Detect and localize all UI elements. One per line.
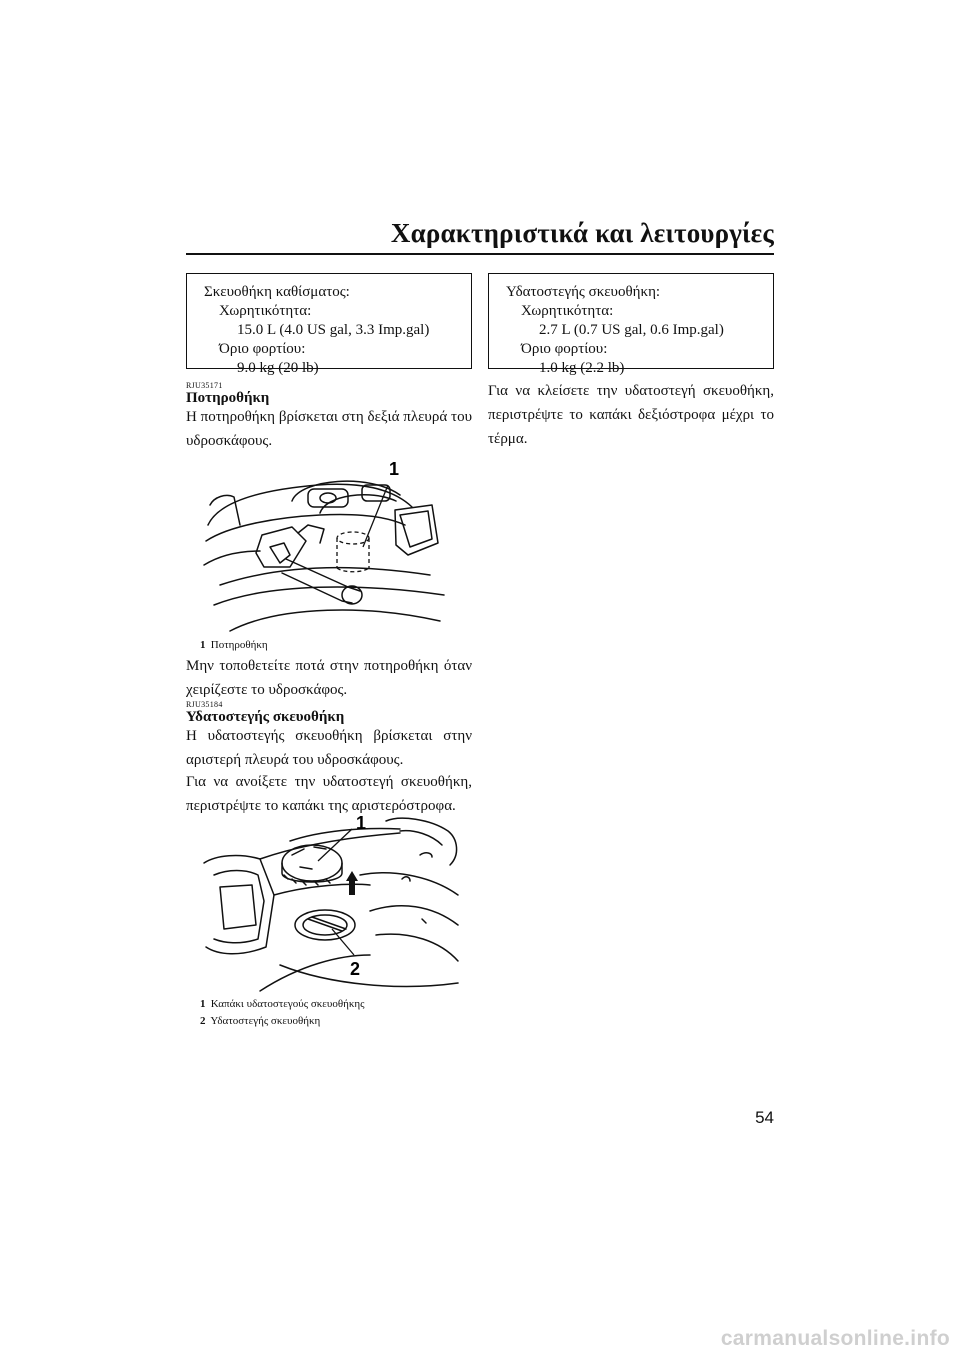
watertight-open-instructions: Για να ανοίξετε την υδατοστεγή σκευοθήκη, περιστρέψτε το καπάκι της αριστερόστροφα.: [186, 774, 472, 814]
caption-text: Ποτηροθήκη: [210, 639, 268, 651]
section-heading-watertight: Υδατοστεγής σκευοθήκη: [186, 709, 345, 725]
caption-text: Καπάκι υδατοστεγούς σκευοθήκης: [210, 998, 365, 1010]
watermark: carmanualsonline.info: [720, 1327, 950, 1350]
watertight-storage-illustration: [200, 815, 462, 993]
spec-capacity-label: Χωρητικότητα:: [219, 303, 312, 319]
section-code: RJU35171: [186, 381, 223, 390]
section-code: RJU35184: [186, 700, 223, 709]
page-number: 54: [755, 1108, 774, 1127]
spec-load-value: 1.0 kg (2.2 lb): [539, 360, 625, 376]
spec-title: Σκευοθήκη καθίσματος:: [204, 284, 350, 300]
spec-title: Υδατοστεγής σκευοθήκη:: [506, 284, 661, 300]
header-divider: [186, 253, 774, 255]
caption-number: 2: [200, 1015, 206, 1027]
page-title: Χαρακτηριστικά και λειτουργίες: [390, 218, 774, 248]
figure-callout-1: 1: [389, 459, 400, 479]
spec-load-label: Όριο φορτίου:: [219, 341, 306, 357]
spec-load-label: Όριο φορτίου:: [521, 341, 608, 357]
spec-load-value: 9.0 kg (20 lb): [237, 360, 319, 376]
caption-watertight-lid: [200, 996, 365, 1012]
figure-callout-1: 1: [356, 815, 367, 833]
caption-text: Υδατοστεγής σκευοθήκη: [210, 1015, 321, 1027]
caption-watertight-storage: [200, 1013, 320, 1029]
spec-box-seat-storage: [186, 273, 472, 376]
watertight-close-instructions: Για να κλείσετε την υδατοστεγή σκευοθήκη, περιστρέψτε το καπάκι δεξιόστροφα μέχρι το τέρμα.: [488, 383, 774, 447]
spec-capacity-value: 15.0 L (4.0 US gal, 3.3 Imp.gal): [237, 322, 430, 338]
spec-box-watertight-storage: [488, 273, 774, 376]
spec-capacity-label: Χωρητικότητα:: [521, 303, 614, 319]
cup-holder-description: Η ποτηροθήκη βρίσκεται στη δεξιά πλευρά του υδροσκάφους.: [186, 409, 472, 449]
section-heading-cup-holder: Ποτηροθήκη: [186, 390, 270, 406]
cup-holder-illustration: [200, 455, 450, 633]
cup-holder-warning: Μην τοποθετείτε ποτά στην ποτηροθήκη όταν χειρίζεστε το υδροσκάφος.: [186, 658, 472, 698]
caption-number: 1: [200, 998, 206, 1010]
caption-cup-holder: [200, 637, 268, 653]
spec-capacity-value: 2.7 L (0.7 US gal, 0.6 Imp.gal): [539, 322, 724, 338]
caption-number: 1: [200, 639, 206, 651]
watertight-description: Η υδατοστεγής σκευοθήκη βρίσκεται στην αριστερή πλευρά του υδροσκάφους.: [186, 728, 472, 768]
figure-callout-2: 2: [350, 959, 361, 979]
